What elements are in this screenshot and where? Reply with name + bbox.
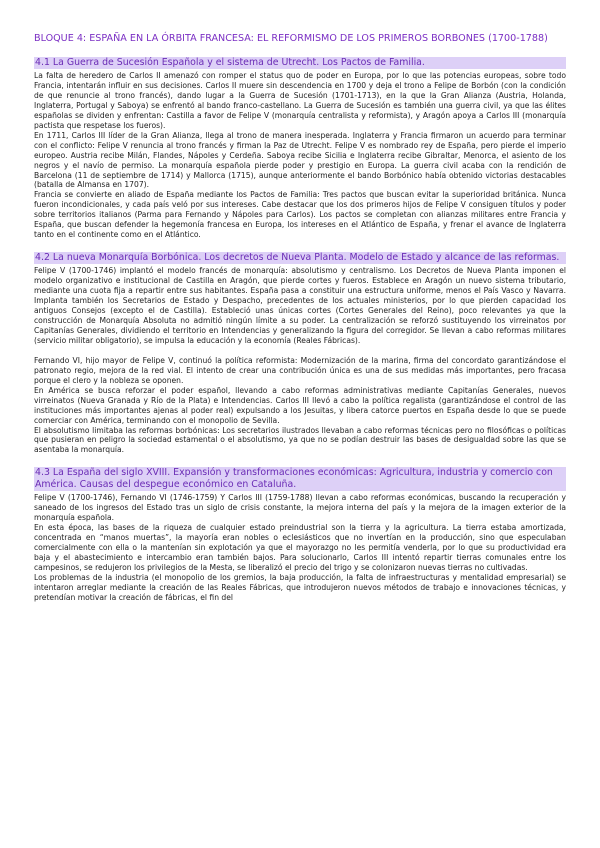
- paragraph: Fernando VI, hijo mayor de Felipe V, continuó la política reformista: Modernización de la marina, firma del concordato garantizándose el patronato regio, mejora de la red vial. El intento de crear una contribución única es una de sus medidas más importantes, pero fracasa porque el clero y la nobleza se oponen.: [34, 355, 566, 385]
- paragraph: En 1711, Carlos III líder de la Gran Alianza, llega al trono de manera inesperada. Inglaterra y Francia firmaron un acuerdo para terminar con el conflicto: Felipe V renuncia al trono francés y firman la Paz de Utrecht. Felipe V es nombrado rey de España, pero pierde el imperio europeo. Austria recibe Milán, Flandes, Nápoles y Cerdeña. Saboya recibe Sicilia e Inglaterra recibe Gibraltar, Menorca, el asiento de los negros y el navío de permiso. La monarquía española pierde poder y prestigio en Europa. La guerra civil acaba con la rendición de Barcelona (11 de septiembre de 1714) y Mallorca (1715), aunque anteriormente el bando Borbónico había obtenido victorias destacables (batalla de Almansa en 1707).: [34, 130, 566, 190]
- paragraph: El absolutismo limitaba las reformas borbónicas: Los secretarios ilustrados llevaban a cabo reformas técnicas pero no filosóficas o políticas que pusieran en peligro la sociedad estamental o el absolutismo, ya que no se podían destruir las bases de desigualdad sobre las que se asentaba la monarquía.: [34, 425, 566, 455]
- paragraph: En esta época, las bases de la riqueza de cualquier estado preindustrial son la tierra y la agricultura. La tierra estaba amortizada, concentrada en “manos muertas”, la mayoría eran nobles o eclesiásticos que no invertían en la producción, sino que especulaban comercialmente con ella o la mantenían sin explotación ya que el mayorazgo no les permitía venderla, por lo que su productividad era baja y el abastecimiento e intercambio eran también bajos. Para solucionarlo, Carlos III intentó repartir tierras comunales entre los campesinos, se redujeron los privilegios de la Mesta, se liberalizó el precio del trigo y se colonizaron nuevas tierras no cultivadas.: [34, 523, 566, 573]
- paragraph: Los problemas de la industria (el monopolio de los gremios, la baja producción, la falta de infraestructuras y mentalidad empresarial) se intentaron arreglar mediante la creación de las Reales Fábricas, que introdujeron nuevos métodos de trabajo e innovaciones técnicas, y pretendían motivar la creación de fábricas, el fin del: [34, 572, 566, 602]
- section-heading-4-1: 4.1 La Guerra de Sucesión Española y el sistema de Utrecht. Los Pactos de Familia.: [34, 57, 566, 69]
- section-heading-4-3: 4.3 La España del siglo XVIII. Expansión y transformaciones económicas: Agricultura, industria y comercio con América. Causas del despegue económico en Cataluña.: [34, 467, 566, 491]
- paragraph: Felipe V (1700-1746), Fernando VI (1746-1759) Y Carlos III (1759-1788) llevan a cabo reformas económicas, buscando la recuperación y saneado de los ingresos del Estado tras un siglo de crisis constante, la mejora interna del país y la mejora de la imagen exterior de la monarquía española.: [34, 493, 566, 523]
- document-title: BLOQUE 4: ESPAÑA EN LA ÓRBITA FRANCESA: EL REFORMISMO DE LOS PRIMEROS BORBONES (1700-1788): [34, 33, 548, 44]
- paragraph: Felipe V (1700-1746) implantó el modelo francés de monarquía: absolutismo y centralismo. Los Decretos de Nueva Planta imponen el modelo organizativo e institucional de Castilla en Aragón, que pierde cortes y fueros. Establece en Aragón un nuevo sistema tributario, mediante una cuota fija a repartir entre sus habitantes. España pasa a constituir una estructura uniforme, menos el País Vasco y Navarra. Implanta también los Secretarios de Estado y Despacho, precedentes de los actuales ministerios, por lo que pierden capacidad los antiguos Consejos (excepto el de Castilla). Estableció unas únicas cortes (Cortes Generales del Reino), poco relevantes ya que la construcción de Monarquía Absoluta no admitió ningún límite a su poder. La centralización se reforzó sustituyendo los virreinatos por Capitanías Generales, dividiendo el territorio en Intendencias y generalizando la figura del corregidor. Se llevan a cabo reformas militares (servicio militar obligatorio), se impulsa la educación y la economía (Reales Fábricas).: [34, 266, 566, 345]
- paragraph: Francia se convierte en aliado de España mediante los Pactos de Familia: Tres pactos que buscan evitar la superioridad británica. Nunca fueron incondicionales, y cada país veló por sus intereses. Cabe destacar que los dos primeros hijos de Felipe V consiguen títulos y poder sobre territorios italianos (Parma para Fernando y Nápoles para Carlos). Los pactos se completan con alianzas militares entre Francia y España, que buscan defender la hegemonía francesa en Europa, los intereses en el Atlántico de España, y frenar el avance de Inglaterra tanto en el continente como en el Atlántico.: [34, 190, 566, 240]
- paragraph: En América se busca reforzar el poder español, llevando a cabo reformas administrativas mediante Capitanías Generales, nuevos virreinatos (Nueva Granada y Río de la Plata) e Intendencias. Carlos III llevó a cabo la política regalista (garantizándose el control de las instituciones más importantes ajenas al poder real) expulsando a los Jesuitas, y libera catorce puertos en España desde lo que se puede comerciar con América, terminando con el monopolio de Sevilla.: [34, 385, 566, 425]
- section-heading-4-2: 4.2 La nueva Monarquía Borbónica. Los decretos de Nueva Planta. Modelo de Estado y alcance de las reformas.: [34, 252, 566, 264]
- paragraph: La falta de heredero de Carlos II amenazó con romper el status quo de poder en Europa, por lo que las potencias europeas, sobre todo Francia, intentarán influir en sus decisiones. Carlos II muere sin descendencia en 1700 y deja el trono a Felipe de Borbón (con la condición de que renuncie al trono francés), dando lugar a la Guerra de Sucesión (1701-1713), en la que la Gran Alianza (Austria, Holanda, Inglaterra, Portugal y Saboya) se enfrentó al bando franco-castellano. La Guerra de Sucesión es también una guerra civil, ya que las élites españolas se dividen y enfrentan: Castilla a favor de Felipe V (monarquía centralista y reformista), y Aragón apoya a Carlos III (monarquía pactista que respetase los fueros).: [34, 71, 566, 130]
